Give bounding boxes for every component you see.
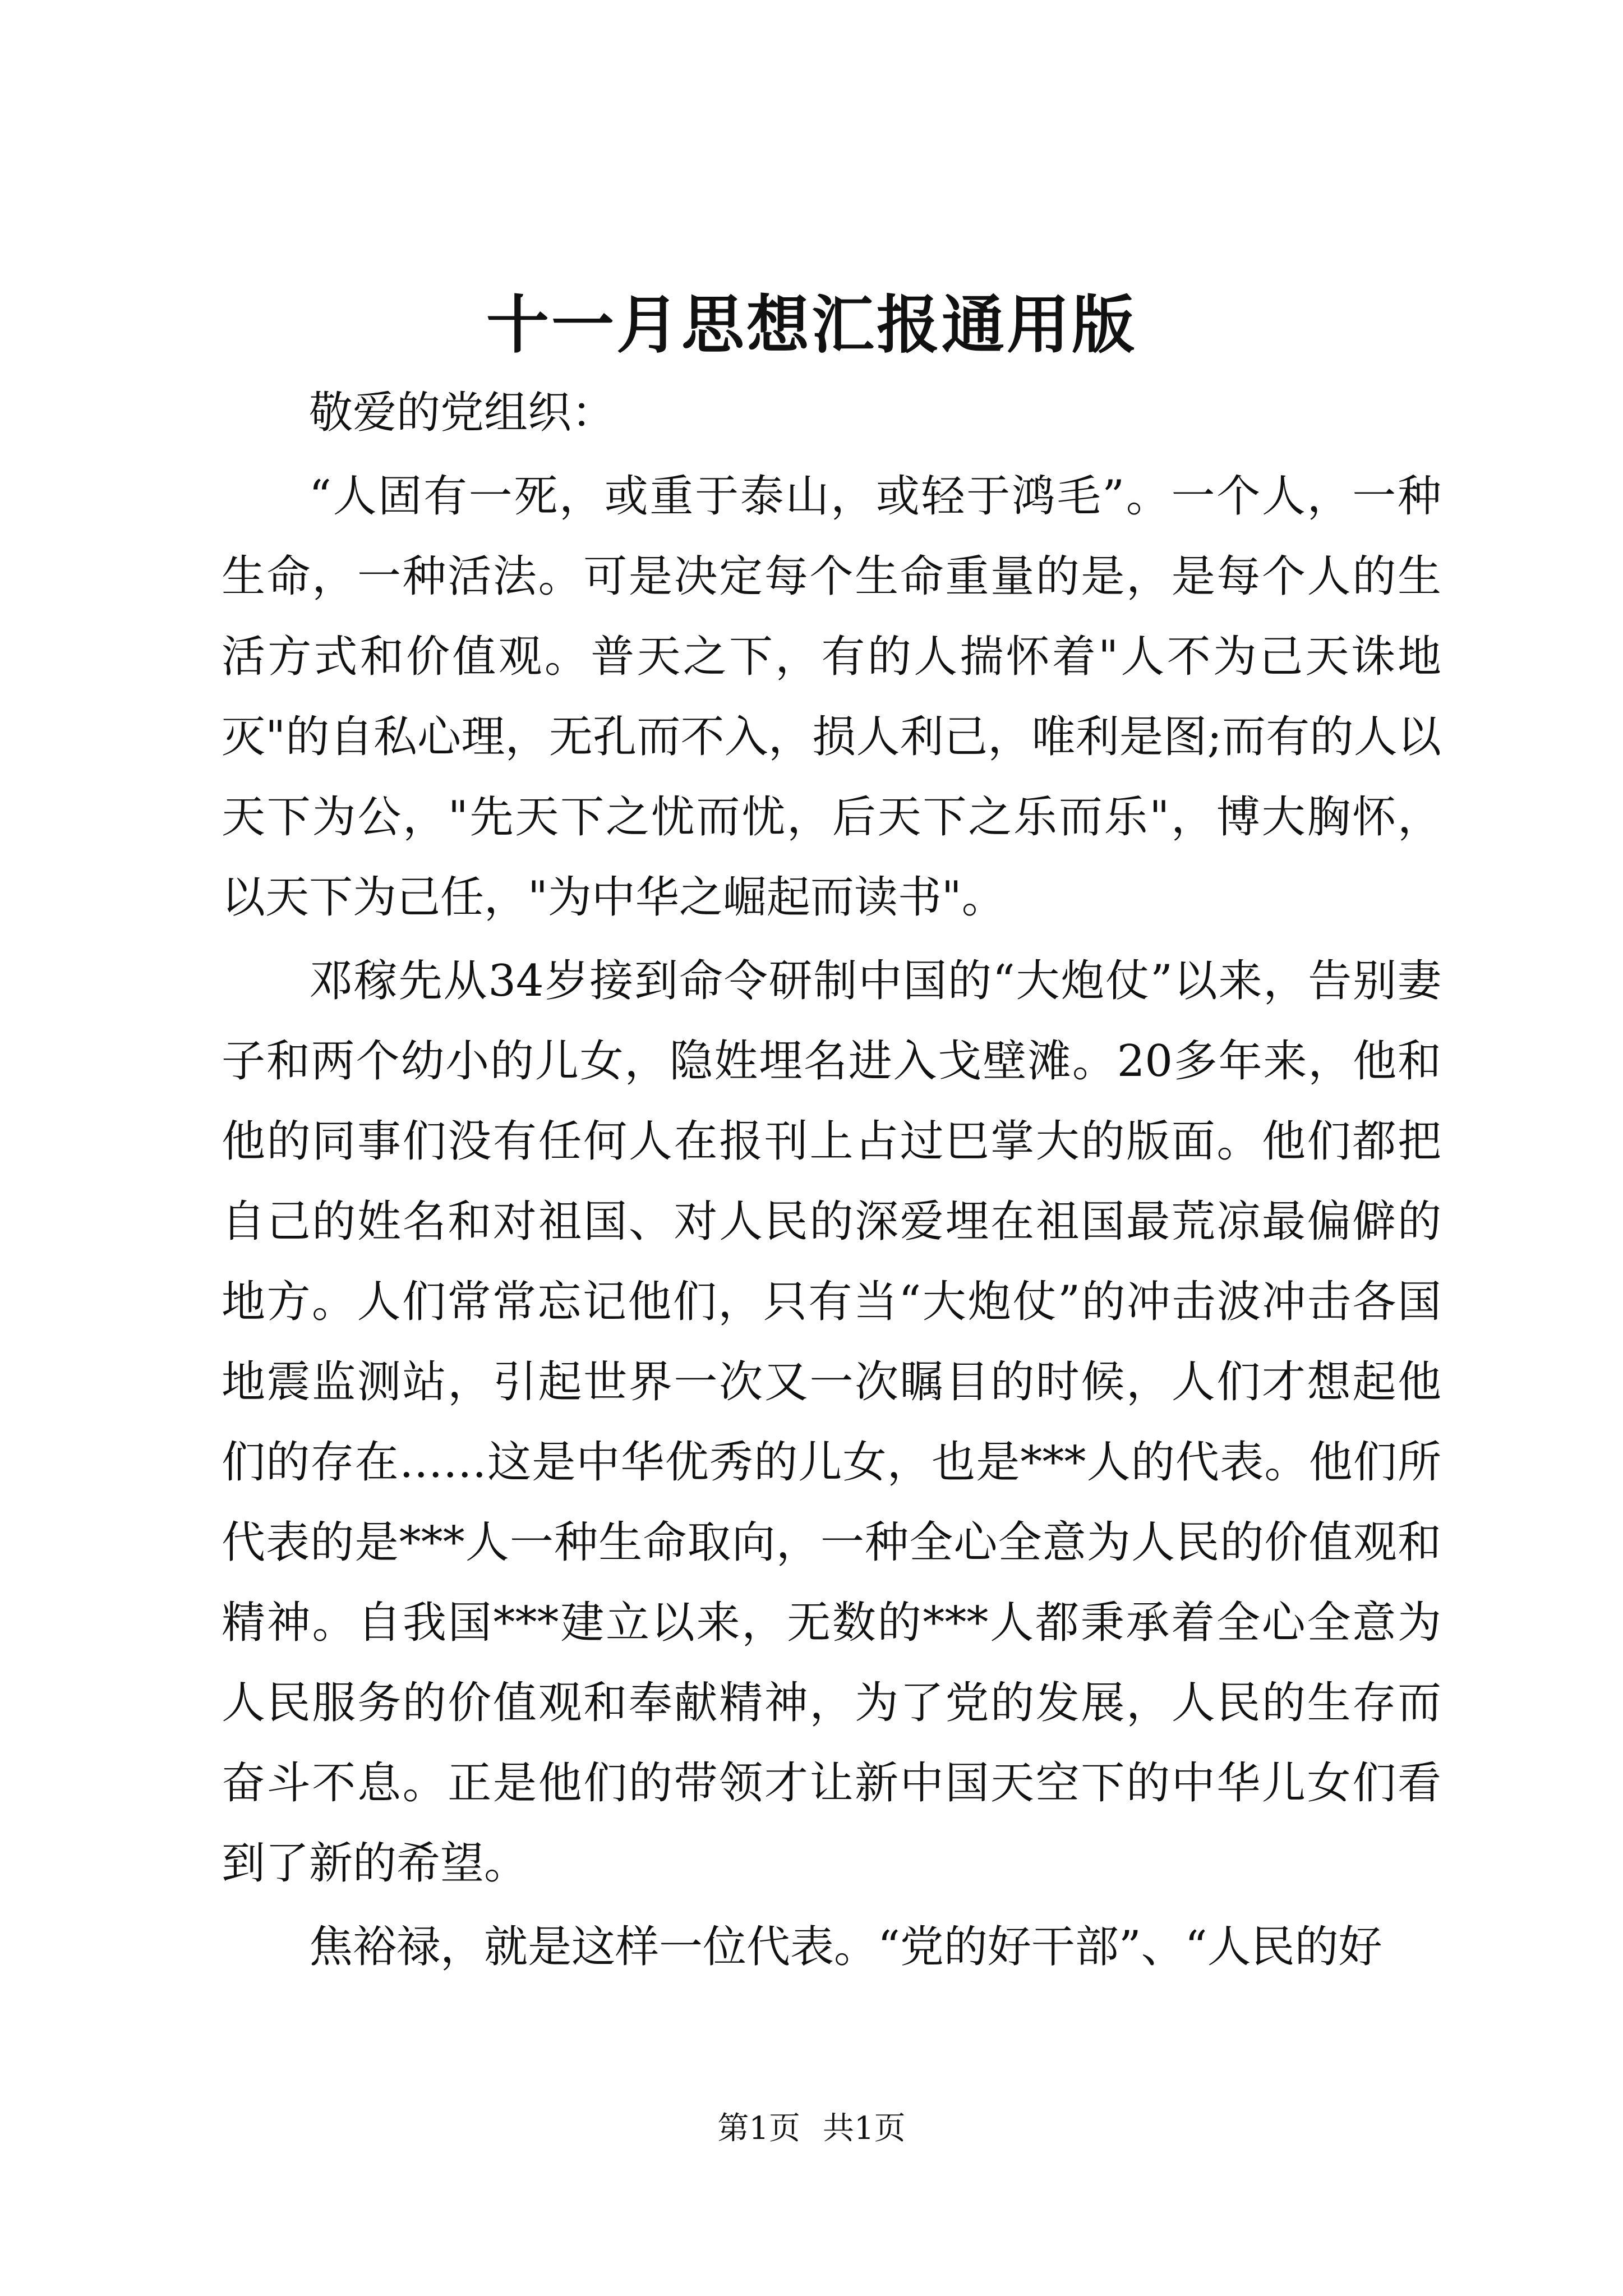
page-footer [0,2106,1623,2151]
paragraph-2: 邓稼先从34岁接到命令研制中国的“大炮仗”以来，告别妻子和两个幼小的儿女，隐姓埋名进入戈壁滩。20多年来，他和他的同事们没有任何人在报刊上占过巴掌大的版面。他们都把自己的姓名和对祖国、对人民的深爱埋在祖国最荒凉最偏僻的地方。人们常常忘记他们，只有当“大炮仗”的冲击波冲击各国地震监测站，引起世界一次又一次瞩目的时候，人们才想起他们的存在……这是中华优秀的儿女，也是***人的代表。他们所代表的是***人一种生命取向，一种全心全意为人民的价值观和精神。自我国***建立以来，无数的***人都秉承着全心全意为人民服务的价值观和奉献精神，为了党的发展，人民的生存而奋斗不息。正是他们的带领才让新中国天空下的中华儿女们看到了新的希望。 [222,956,1441,1889]
paragraph-1: “人固有一死，或重于泰山，或轻于鸿毛”。一个人，一种生命，一种活法。可是决定每个生命重量的是，是每个人的生活方式和价值观。普天之下，有的人揣怀着"人不为己天诛地灭"的自私心理，无孔而不入，损人利己，唯利是图;而有的人以天下为公，"先天下之忧而忧，后天下之乐而乐"，博大胸怀，以天下为己任，"为中华之崛起而读书"。 [222,471,1441,923]
paragraph-3: 焦裕禄，就是这样一位代表。“党的好干部”、“人民的好 [309,1922,1382,1972]
page-total: 共1页 [823,2110,906,2147]
document-body [222,373,1441,1987]
salutation: 敬爱的党组织： [309,388,616,438]
document-title: 十一月思想汇报通用版 [486,288,1137,362]
page-number: 第1页 [717,2110,800,2147]
